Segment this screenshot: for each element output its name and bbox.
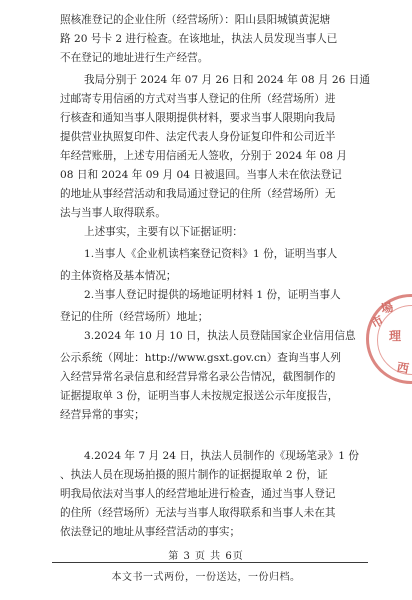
text-line: 经营异常的事实； <box>60 409 145 421</box>
text-line: 行核查和通知当事人限期提供材料，要求当事人限期向我局 <box>60 112 336 124</box>
text-line: 我局分别于 2024 年 07 月 26 日和 2024 年 08 月 26 日通 <box>84 74 370 86</box>
evidence-item-3: 3.2024 年 10 月 10 日，执法人员登陆国家企业信用信息 <box>84 330 356 342</box>
text-line: 入经营异常名录信息和经营异常名录公告情况，截图制作的 <box>60 371 336 383</box>
text-line: 明我局依法对当事人的经营地址进行检查，通过当事人登记 <box>60 488 336 500</box>
text-line: 年经营账册，上述专用信函无人签收，分别于 2024 年 08 月 <box>60 150 347 162</box>
section-intro: 上述事实，主要有以下证据证明： <box>84 226 243 238</box>
text-line: 照核准登记的企业住所（经营场所）：阳山县阳城镇黄泥塘 <box>60 14 331 26</box>
text-line: 的住所（经营场所）无法与当事人取得联系和当事人未在其 <box>60 507 336 519</box>
text-line: 过邮寄专用信函的方式对当事人登记的住所（经营场所）进 <box>60 93 336 105</box>
seal-text: 市 <box>368 312 386 331</box>
text-line: 登记的住所（经营场所）地址； <box>60 311 209 323</box>
text-line: 不在登记的地址进行生产经营。 <box>60 52 209 64</box>
text-line: 的地址从事经营活动和我局通过登记的住所（经营场所）无 <box>60 188 336 200</box>
text-line: 08 日和 2024 年 09 月 04 日被退回。当事人未在依法登记 <box>60 169 342 181</box>
page-number: 第 3 页 共 6页 <box>168 551 244 562</box>
text-line: 路 20 号卡 2 进行检查。在该地址，执法人员发现当事人已 <box>60 33 338 45</box>
evidence-item-2: 2.当事人登记时提供的场地证明材料 1 份，证明当事人 <box>84 289 341 301</box>
seal-text: 理 <box>389 329 402 343</box>
evidence-item-1: 1.当事人《企业机读档案登记资料》1 份，证明当事人 <box>84 248 338 260</box>
text-line: 的主体资格及基本情况； <box>60 270 177 282</box>
evidence-item-4: 4.2024 年 7 月 24 日，执法人员制作的《现场笔录》1 份 <box>84 450 359 462</box>
text-line: 公示系统（网址：http://www.gsxt.gov.cn）查询当事人列 <box>60 352 341 364</box>
text-line: 法与当事人取得联系。 <box>60 207 166 219</box>
seal-text: 西 <box>395 360 411 376</box>
text-line: 、执法人员在现场拍摄的照片制作的证据提取单 2 份，证 <box>60 469 328 481</box>
text-line: 证据提取单 3 份，证明当事人未按规定报送公示年度报告， <box>60 390 339 402</box>
text-line: 提供营业执照复印件、法定代表人身份证复印件和公司近半 <box>60 131 336 143</box>
footer-note: 本文书一式两份，一份送达，一份归档。 <box>111 572 301 583</box>
text-line: 依法登记的地址从事经营活动的事实； <box>60 526 241 538</box>
footer-divider <box>52 562 368 563</box>
seal-text: 場 <box>379 299 395 317</box>
